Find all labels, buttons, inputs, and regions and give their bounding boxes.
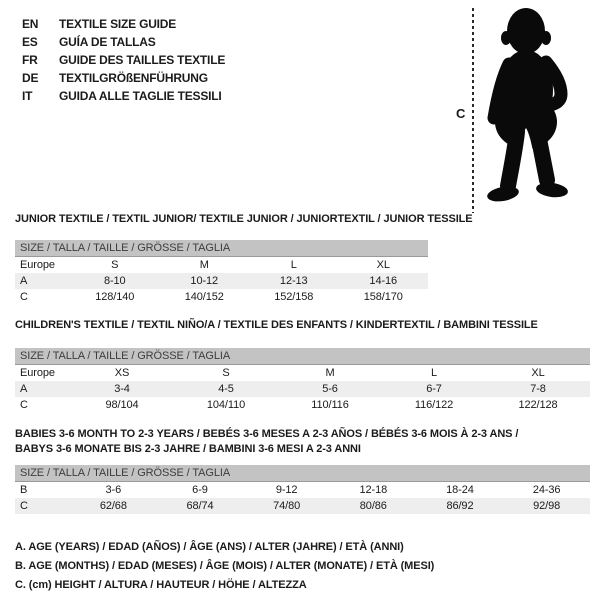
size-cell: 92/98	[533, 500, 561, 512]
row-label: Europe	[20, 367, 55, 379]
language-list	[22, 15, 225, 105]
table-row	[15, 381, 590, 397]
size-cell: 3-6	[105, 484, 122, 496]
table-row	[15, 482, 590, 498]
size-cell: 10-12	[190, 275, 219, 287]
language-title: TEXTILE SIZE GUIDE	[59, 17, 177, 31]
size-cell: 158/170	[363, 291, 403, 303]
language-code: ES	[22, 35, 38, 49]
size-cell: S	[111, 259, 119, 271]
size-cell: 152/158	[274, 291, 314, 303]
table-row	[15, 273, 428, 289]
size-cell: M	[199, 259, 209, 271]
baby-silhouette-icon	[484, 4, 590, 212]
table-row	[15, 257, 428, 273]
table-row	[15, 365, 590, 381]
size-cell: 98/104	[105, 399, 139, 411]
section-junior-textile	[15, 212, 473, 305]
size-cell: L	[290, 259, 297, 271]
section-heading-line: BABIES 3-6 MONTH TO 2-3 YEARS / BEBÉS 3-6 MESES A 2-3 AÑOS / BÉBÉS 3-6 MOIS À 2-3 ANS /	[15, 428, 519, 440]
height-measure-label: C	[456, 106, 466, 121]
size-cell: 68/74	[186, 500, 214, 512]
language-item	[22, 69, 225, 87]
size-cell: 74/80	[273, 500, 301, 512]
size-cell: 86/92	[446, 500, 474, 512]
size-cell: 6-7	[426, 383, 442, 395]
size-table	[15, 365, 590, 413]
table-row	[15, 289, 428, 305]
size-cell: 14-16	[369, 275, 398, 287]
section-heading	[15, 212, 473, 227]
size-header-bar: SIZE / TALLA / TAILLE / GRÖSSE / TAGLIA	[15, 348, 590, 365]
size-cell: S	[222, 367, 230, 379]
size-cell: 6-9	[192, 484, 208, 496]
row-label: C	[20, 291, 28, 303]
section-babies-textile	[15, 427, 590, 514]
language-code: IT	[22, 89, 33, 103]
size-cell: 12-13	[279, 275, 308, 287]
size-cell: 104/110	[206, 399, 246, 411]
language-title: GUIDA ALLE TAGLIE TESSILI	[59, 89, 222, 103]
size-cell: 8-10	[103, 275, 126, 287]
section-heading-line: BABYS 3-6 MONATE BIS 2-3 JAHRE / BAMBINI 3-6 MESI A 2-3 ANNI	[15, 443, 361, 455]
size-cell: 110/116	[311, 399, 349, 411]
language-item	[22, 15, 225, 33]
size-header-bar: SIZE / TALLA / TAILLE / GRÖSSE / TAGLIA	[15, 240, 428, 257]
size-cell: 128/140	[95, 291, 135, 303]
size-cell: 24-36	[532, 484, 561, 496]
size-cell: M	[325, 367, 335, 379]
size-cell: 12-18	[359, 484, 388, 496]
size-table	[15, 482, 590, 514]
language-item	[22, 33, 225, 51]
size-cell: 18-24	[446, 484, 474, 496]
size-cell: 140/152	[184, 291, 224, 303]
table-row	[15, 498, 590, 514]
size-cell: 4-5	[218, 383, 234, 395]
section-heading-line: JUNIOR TEXTILE / TEXTIL JUNIOR/ TEXTILE JUNIOR / JUNIORTEXTIL / JUNIOR TESSILE	[15, 213, 473, 225]
size-table	[15, 257, 428, 305]
row-label: C	[20, 500, 28, 512]
language-title: GUIDE DES TAILLES TEXTILE	[59, 53, 226, 67]
size-cell: XS	[114, 367, 130, 379]
size-cell: 122/128	[518, 399, 558, 411]
row-label: A	[20, 275, 28, 287]
footnote-line: C. (cm) HEIGHT / ALTURA / HAUTEUR / HÖHE / ALTEZZA	[15, 579, 307, 591]
size-cell: 7-8	[530, 383, 546, 395]
size-cell: L	[430, 367, 438, 379]
row-label: Europe	[20, 259, 55, 271]
row-label: A	[20, 383, 28, 395]
size-cell: 3-4	[114, 383, 130, 395]
size-cell: 5-6	[322, 383, 338, 395]
language-title: TEXTILGRÖßENFÜHRUNG	[59, 71, 208, 85]
language-title: GUÍA DE TALLAS	[59, 35, 156, 49]
row-label: C	[20, 399, 28, 411]
footnotes	[15, 538, 434, 595]
section-heading	[15, 318, 590, 333]
section-heading-line: CHILDREN'S TEXTILE / TEXTIL NIÑO/A / TEXTILE DES ENFANTS / KINDERTEXTIL / BAMBINI TESSILE	[15, 319, 538, 331]
footnote-line: B. AGE (MONTHS) / EDAD (MESES) / ÂGE (MOIS) / ALTER (MONATE) / ETÀ (MESI)	[15, 560, 435, 572]
baby-figure	[448, 4, 594, 216]
language-item	[22, 87, 225, 105]
language-item	[22, 51, 225, 69]
language-code: FR	[22, 53, 38, 67]
size-cell: XL	[376, 259, 390, 271]
language-code: EN	[22, 17, 39, 31]
size-cell: 9-12	[275, 484, 298, 496]
size-cell: 62/68	[99, 500, 127, 512]
table-row	[15, 397, 590, 413]
size-cell: XL	[531, 367, 545, 379]
section-childrens-textile	[15, 318, 590, 413]
section-heading	[15, 427, 590, 457]
size-cell: 80/86	[359, 500, 387, 512]
row-label: B	[20, 484, 28, 496]
footnote-line: A. AGE (YEARS) / EDAD (AÑOS) / ÂGE (ANS) / ALTER (JAHRE) / ETÀ (ANNI)	[15, 541, 404, 553]
height-dashed-line	[472, 8, 474, 213]
size-cell: 116/122	[414, 399, 454, 411]
language-code: DE	[22, 71, 39, 85]
size-header-bar: SIZE / TALLA / TAILLE / GRÖSSE / TAGLIA	[15, 465, 590, 482]
